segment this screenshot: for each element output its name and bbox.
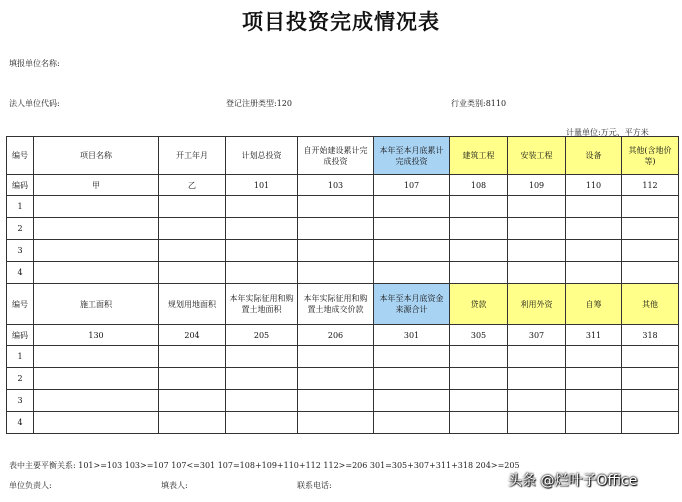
code-cell: 107 (374, 175, 450, 196)
header-cumulative-this-year: 本年至本月底累计完成投资 (374, 137, 450, 175)
input-cell[interactable] (226, 368, 298, 390)
header-installation: 安装工程 (508, 137, 566, 175)
input-cell[interactable] (566, 262, 622, 284)
input-cell[interactable] (159, 262, 226, 284)
input-cell[interactable] (34, 196, 159, 218)
input-cell[interactable] (508, 390, 566, 412)
input-cell[interactable] (226, 262, 298, 284)
header-planned-investment: 计划总投资 (226, 137, 298, 175)
input-cell[interactable] (34, 412, 159, 434)
table-row (7, 390, 679, 412)
row-number: 4 (7, 412, 34, 434)
input-cell[interactable] (298, 218, 374, 240)
input-cell[interactable] (298, 196, 374, 218)
code-cell: 甲 (34, 175, 159, 196)
input-cell[interactable] (622, 368, 679, 390)
section2-code-row (7, 325, 679, 346)
input-cell[interactable] (298, 412, 374, 434)
registration-type-label: 登记注册类型:120 (226, 99, 292, 108)
section1-code-row (7, 175, 679, 196)
input-cell[interactable] (622, 196, 679, 218)
header-equipment: 设备 (566, 137, 622, 175)
header-foreign-capital: 利用外资 (508, 284, 566, 325)
input-cell[interactable] (508, 196, 566, 218)
input-cell[interactable] (159, 368, 226, 390)
code-cell: 乙 (159, 175, 226, 196)
table-row (7, 346, 679, 368)
input-cell[interactable] (508, 262, 566, 284)
code-cell: 编码 (7, 175, 34, 196)
code-cell: 311 (566, 325, 622, 346)
code-cell: 112 (622, 175, 679, 196)
row-number: 4 (7, 262, 34, 284)
reporting-unit-label: 填报单位名称: (9, 59, 60, 68)
input-cell[interactable] (159, 218, 226, 240)
header-cumulative-since-start: 自开始建设累计完成投资 (298, 137, 374, 175)
table-row (7, 218, 679, 240)
input-cell[interactable] (622, 412, 679, 434)
header-acquired-land: 本年实际征用和购置土地面积 (226, 284, 298, 325)
input-cell[interactable] (34, 346, 159, 368)
input-cell[interactable] (374, 412, 450, 434)
input-cell[interactable] (226, 390, 298, 412)
input-cell[interactable] (34, 390, 159, 412)
input-cell[interactable] (374, 346, 450, 368)
unit-head-label: 单位负责人: (9, 481, 52, 490)
code-cell: 109 (508, 175, 566, 196)
input-cell[interactable] (34, 240, 159, 262)
input-cell[interactable] (298, 346, 374, 368)
input-cell[interactable] (159, 412, 226, 434)
header-project-name: 项目名称 (34, 137, 159, 175)
table-row (7, 412, 679, 434)
row-number: 3 (7, 240, 34, 262)
input-cell[interactable] (226, 218, 298, 240)
unit-note: 计量单位:万元、平方米 (566, 128, 649, 137)
input-cell[interactable] (566, 412, 622, 434)
input-cell[interactable] (566, 346, 622, 368)
input-cell[interactable] (298, 390, 374, 412)
balance-relations-note: 表中主要平衡关系: 101>=103 103>=107 107<=301 107=108+109+110+112 112>=206 301=305+307+311+318 204>=205 (9, 461, 520, 470)
code-cell: 编码 (7, 325, 34, 346)
row-number: 3 (7, 390, 34, 412)
code-cell: 103 (298, 175, 374, 196)
filler-label: 填表人: (161, 481, 188, 490)
input-cell[interactable] (374, 390, 450, 412)
page-title: 项目投资完成情况表 (242, 10, 440, 34)
header-self-raised: 自筹 (566, 284, 622, 325)
header-planned-land: 规划用地面积 (159, 284, 226, 325)
section2-header-row (7, 284, 679, 325)
input-cell[interactable] (226, 346, 298, 368)
code-cell: 110 (566, 175, 622, 196)
input-cell[interactable] (298, 240, 374, 262)
input-cell[interactable] (450, 412, 508, 434)
input-cell[interactable] (374, 368, 450, 390)
code-cell: 130 (34, 325, 159, 346)
input-cell[interactable] (226, 196, 298, 218)
input-cell[interactable] (450, 196, 508, 218)
input-cell[interactable] (159, 346, 226, 368)
code-cell: 204 (159, 325, 226, 346)
row-number: 1 (7, 346, 34, 368)
header-number: 编号 (7, 284, 34, 325)
input-cell[interactable] (566, 196, 622, 218)
input-cell[interactable] (226, 240, 298, 262)
input-cell[interactable] (622, 390, 679, 412)
input-cell[interactable] (622, 218, 679, 240)
table-row (7, 262, 679, 284)
input-cell[interactable] (374, 240, 450, 262)
watermark-text: 头条 @烂叶子Office (508, 473, 638, 489)
code-cell: 301 (374, 325, 450, 346)
input-cell[interactable] (159, 196, 226, 218)
header-land-price: 本年实际征用和购置土地成交价款 (298, 284, 374, 325)
input-cell[interactable] (450, 240, 508, 262)
header-start-date: 开工年月 (159, 137, 226, 175)
header-number: 编号 (7, 137, 34, 175)
section1-header-row (7, 137, 679, 175)
table-row (7, 240, 679, 262)
input-cell[interactable] (450, 368, 508, 390)
table-row (7, 368, 679, 390)
input-cell[interactable] (622, 346, 679, 368)
input-cell[interactable] (508, 412, 566, 434)
input-cell[interactable] (508, 346, 566, 368)
input-cell[interactable] (374, 262, 450, 284)
input-cell[interactable] (622, 240, 679, 262)
input-cell[interactable] (450, 262, 508, 284)
header-construction: 建筑工程 (450, 137, 508, 175)
input-cell[interactable] (34, 262, 159, 284)
code-cell: 318 (622, 325, 679, 346)
code-cell: 305 (450, 325, 508, 346)
header-construction-area: 施工面积 (34, 284, 159, 325)
input-cell[interactable] (508, 218, 566, 240)
input-cell[interactable] (566, 218, 622, 240)
table-row (7, 196, 679, 218)
input-cell[interactable] (159, 390, 226, 412)
row-number: 2 (7, 218, 34, 240)
code-cell: 101 (226, 175, 298, 196)
header-other-funding: 其他 (622, 284, 679, 325)
input-cell[interactable] (298, 368, 374, 390)
input-cell[interactable] (622, 262, 679, 284)
input-cell[interactable] (34, 368, 159, 390)
code-cell: 108 (450, 175, 508, 196)
row-number: 2 (7, 368, 34, 390)
input-cell[interactable] (450, 346, 508, 368)
input-cell[interactable] (566, 390, 622, 412)
code-cell: 307 (508, 325, 566, 346)
header-loans: 贷款 (450, 284, 508, 325)
input-cell[interactable] (159, 240, 226, 262)
input-cell[interactable] (450, 390, 508, 412)
code-cell: 205 (226, 325, 298, 346)
input-cell[interactable] (298, 262, 374, 284)
input-cell[interactable] (226, 412, 298, 434)
header-other: 其他(含地价等) (622, 137, 679, 175)
row-number: 1 (7, 196, 34, 218)
input-cell[interactable] (374, 196, 450, 218)
input-cell[interactable] (374, 218, 450, 240)
investment-table (6, 136, 679, 434)
legal-code-label: 法人单位代码: (9, 99, 60, 108)
input-cell[interactable] (566, 368, 622, 390)
input-cell[interactable] (566, 240, 622, 262)
input-cell[interactable] (508, 240, 566, 262)
input-cell[interactable] (34, 218, 159, 240)
code-cell: 206 (298, 325, 374, 346)
header-funding-total: 本年至本月底资金来源合计 (374, 284, 450, 325)
phone-label: 联系电话: (297, 481, 332, 490)
industry-category-label: 行业类别:8110 (451, 99, 507, 108)
input-cell[interactable] (450, 218, 508, 240)
input-cell[interactable] (508, 368, 566, 390)
